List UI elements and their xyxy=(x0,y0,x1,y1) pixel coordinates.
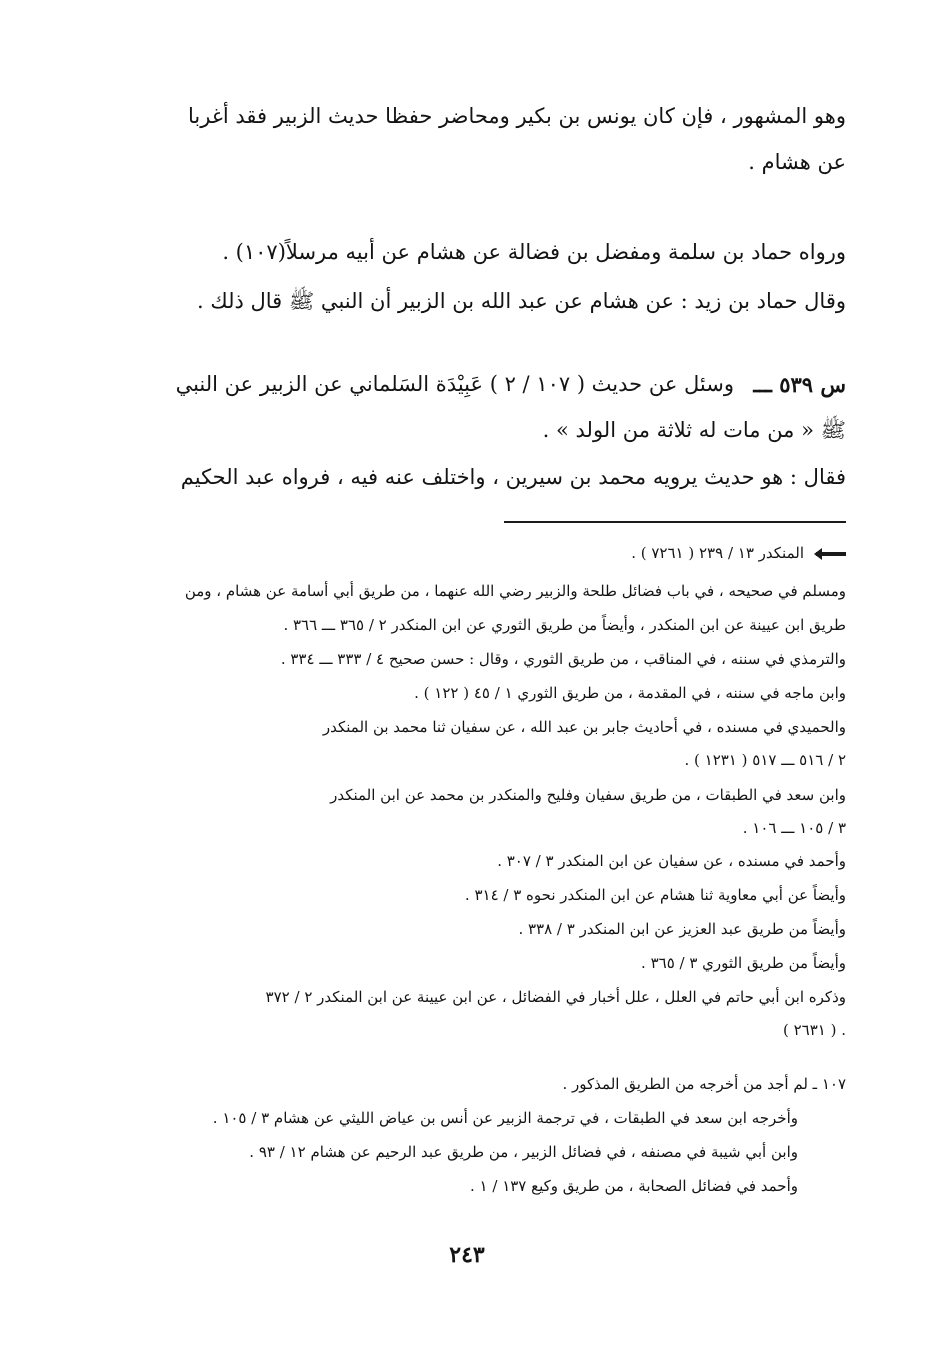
footnote-line: والترمذي في سننه ، في المناقب ، من طريق الثوري ، وقال : حسن صحيح ٤ / ٣٣٣ ـــ ٣٣٤ . xyxy=(280,650,846,668)
continuation-arrow-icon xyxy=(816,552,846,556)
main-text-line-1: وهو المشهور ، فإن كان يونس بن بكير ومحاضر حفظا حديث الزبير فقد أغربا xyxy=(188,104,846,128)
footnote-line: وأيضاً عن أبي معاوية ثنا هشام عن ابن المنكدر نحوه ٣ / ٣١٤ . xyxy=(464,886,846,904)
footnote-line: ( ٢٦٣١ ) . xyxy=(782,1021,846,1039)
footnote-line: وابن ماجه في سننه ، في المقدمة ، من طريق الثوري ١ / ٤٥ ( ١٢٢ ) . xyxy=(414,684,846,702)
footnote-line: وذكره ابن أبي حاتم في العلل ، علل أخبار في الفضائل ، عن ابن عيينة عن ابن المنكدر ٢ / ٣٧٢ xyxy=(265,988,846,1006)
footnote-line: ٢ / ٥١٦ ـــ ٥١٧ ( ١٢٣١ ) . xyxy=(684,751,846,769)
main-text-line-7: فقال : هو حديث يرويه محمد بن سيرين ، واختلف عنه فيه ، فرواه عبد الحكيم xyxy=(180,465,846,489)
footnote-line: وابن سعد في الطبقات ، من طريق سفيان وفليح والمنكدر بن محمد عن ابن المنكدر xyxy=(330,786,846,804)
footnote-line: المنكدر ١٣ / ٢٣٩ ( ٧٢٦١ ) . xyxy=(631,544,804,562)
footnote-line: وأخرجه ابن سعد في الطبقات ، في ترجمة الزبير عن أنس بن عياض الليثي عن هشام ٣ / ١٠٥ . xyxy=(212,1109,798,1127)
main-text-line-3: ورواه حماد بن سلمة ومفضل بن فضالة عن هشام عن أبيه مرسلاً(١٠٧) . xyxy=(222,240,846,264)
footnote-separator xyxy=(504,521,846,523)
main-text-line-4: وقال حماد بن زيد : عن هشام عن عبد الله بن الزبير أن النبي ﷺ قال ذلك . xyxy=(197,289,846,313)
page-number: ٢٤٣ xyxy=(449,1242,485,1268)
question-number: س ٥٣٩ ـــ xyxy=(753,372,846,397)
footnote-line: وأحمد في فضائل الصحابة ، من طريق وكيع ١٣٧ / ١ . xyxy=(469,1177,798,1195)
footnote-line: وأيضاً من طريق الثوري ٣ / ٣٦٥ . xyxy=(641,954,846,972)
footnote-line: والحميدي في مسنده ، في أحاديث جابر بن عبد الله ، عن سفيان ثنا محمد بن المنكدر xyxy=(322,718,846,736)
main-text-line-5: وسئل عن حديث ( ١٠٧ / ٢ ) عَبِيْدَة السَلماني عن الزبير عن النبي xyxy=(175,372,734,396)
main-text-line-6: ﷺ « من مات له ثلاثة من الولد » . xyxy=(542,418,846,442)
footnote-107-heading: ١٠٧ ـ لم أجد من أخرجه من الطريق المذكور . xyxy=(562,1075,846,1093)
main-text-line-2: عن هشام . xyxy=(748,150,846,174)
footnote-line: طريق ابن عيينة عن ابن المنكدر ، وأيضاً من طريق الثوري عن ابن المنكدر ٢ / ٣٦٥ ـــ ٣٦٦ . xyxy=(283,616,846,634)
footnote-line: وأيضاً من طريق عبد العزيز عن ابن المنكدر ٣ / ٣٣٨ . xyxy=(518,920,846,938)
footnote-line: ومسلم في صحيحه ، في باب فضائل طلحة والزبير رضي الله عنهما ، من طريق أبي أسامة عن هشام ، ومن xyxy=(184,582,846,600)
footnote-line: وأحمد في مسنده ، عن سفيان عن ابن المنكدر ٣ / ٣٠٧ . xyxy=(497,852,846,870)
footnote-line: ٣ / ١٠٥ ـــ ١٠٦ . xyxy=(742,819,846,837)
footnote-line: وابن أبي شيبة في مصنفه ، في فضائل الزبير ، من طريق عبد الرحيم عن هشام ١٢ / ٩٣ . xyxy=(249,1143,798,1161)
